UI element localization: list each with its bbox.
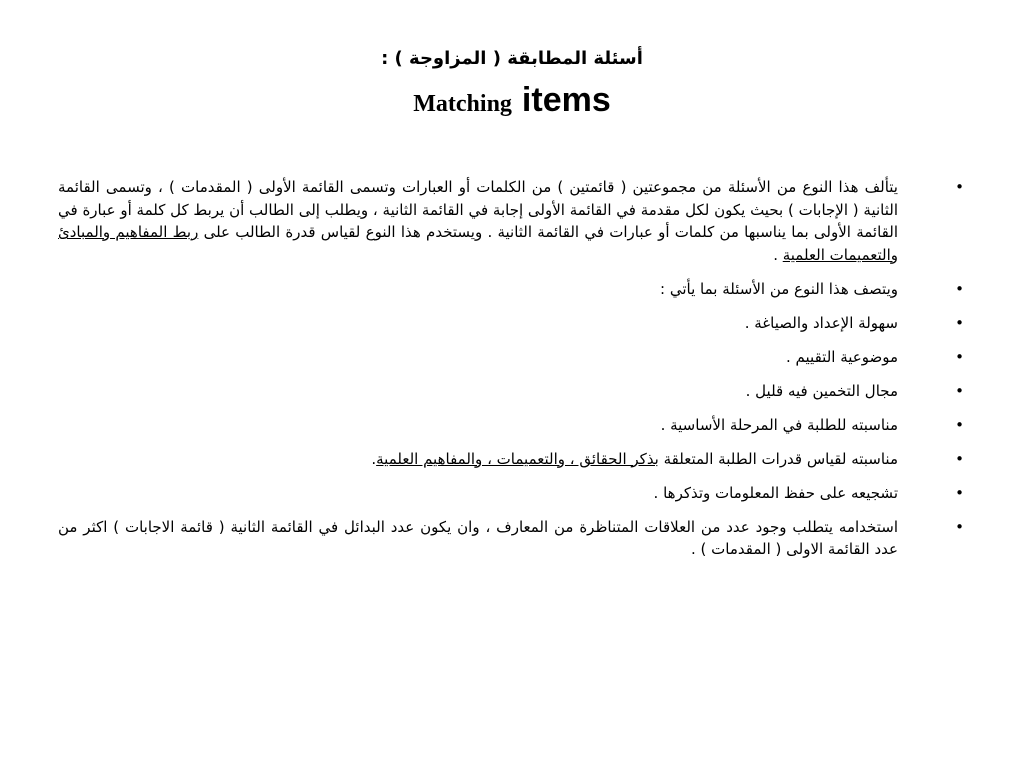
bullet-text: تشجيعه على حفظ المعلومات وتذكرها . — [653, 483, 898, 502]
bullet-text-underlined: ربط المفاهيم والمبادئ والتعميمات العلمية — [58, 223, 898, 264]
bullet-list — [58, 176, 964, 572]
bullet-icon: • — [955, 313, 964, 332]
bullet-icon: • — [955, 517, 964, 536]
bullet-text: سهولة الإعداد والصياغة . — [744, 313, 898, 332]
bullet-text: استخدامه يتطلب وجود عدد من العلاقات المتناظرة من المعارف ، وان يكون عدد البدائل في القائمة الثانية ( قائمة الاجابات ) اكثر من عدد القائمة الاولى ( المقدمات ) . — [58, 517, 898, 558]
title-english-matching: Matching — [413, 91, 512, 117]
bullet-text: مناسبته لقياس قدرات الطلبة المتعلقة — [658, 449, 898, 468]
bullet-text: مناسبته للطلبة في المرحلة الأساسية . — [660, 415, 898, 434]
bullet-icon: • — [955, 483, 964, 502]
bullet-item-suitability-abilities — [58, 448, 964, 471]
bullet-item-objectivity — [58, 346, 964, 369]
bullet-text-suffix: . — [371, 449, 377, 468]
bullet-icon: • — [955, 178, 964, 196]
bullet-icon: • — [955, 279, 964, 298]
bullet-item-ease — [58, 312, 964, 335]
bullet-text: يتألف هذا النوع من الأسئلة من مجموعتين ( قائمتين ) من الكلمات أو العبارات وتسمى القائمة الأولى ( المقدمات ) ، وتسمى القائمة الثانية ( الإجابات ) بحيث يكون لكل مقدمة في القائمة الأولى إجابة في القائمة الثانية ، ويطلب إلى الطالب أن يربط كل كلمة أو عبارة في القائمة الأولى بما يناسبها من كلمات أو عبارات في القائمة الثانية . ويستخدم هذا النوع لقياس قدرة الطالب على — [58, 178, 899, 241]
title-english-items: items — [521, 81, 611, 119]
bullet-text: موضوعية التقييم . — [786, 347, 898, 366]
bullet-item-definition — [58, 176, 964, 266]
bullet-item-memorization — [58, 482, 964, 505]
title-arabic: أسئلة المطابقة ( المزاوجة ) : — [381, 48, 643, 69]
bullet-item-characteristics-intro — [58, 278, 964, 301]
bullet-icon: • — [955, 449, 964, 468]
title-english — [0, 80, 1024, 126]
bullet-item-guessing — [58, 380, 964, 403]
bullet-icon: • — [955, 381, 964, 400]
bullet-item-suitability-basic — [58, 414, 964, 437]
slide-title — [0, 44, 1024, 126]
bullet-text-suffix: . — [773, 245, 783, 264]
bullet-text-underlined: بذكر الحقائق ، والتعميمات ، والمفاهيم العلمية — [376, 449, 659, 468]
bullet-text: مجال التخمين فيه قليل . — [745, 381, 898, 400]
bullet-text: ويتصف هذا النوع من الأسئلة بما يأتي : — [660, 279, 898, 298]
bullet-item-usage-requirement — [58, 516, 964, 561]
bullet-icon: • — [955, 347, 964, 366]
bullet-icon: • — [955, 415, 964, 434]
